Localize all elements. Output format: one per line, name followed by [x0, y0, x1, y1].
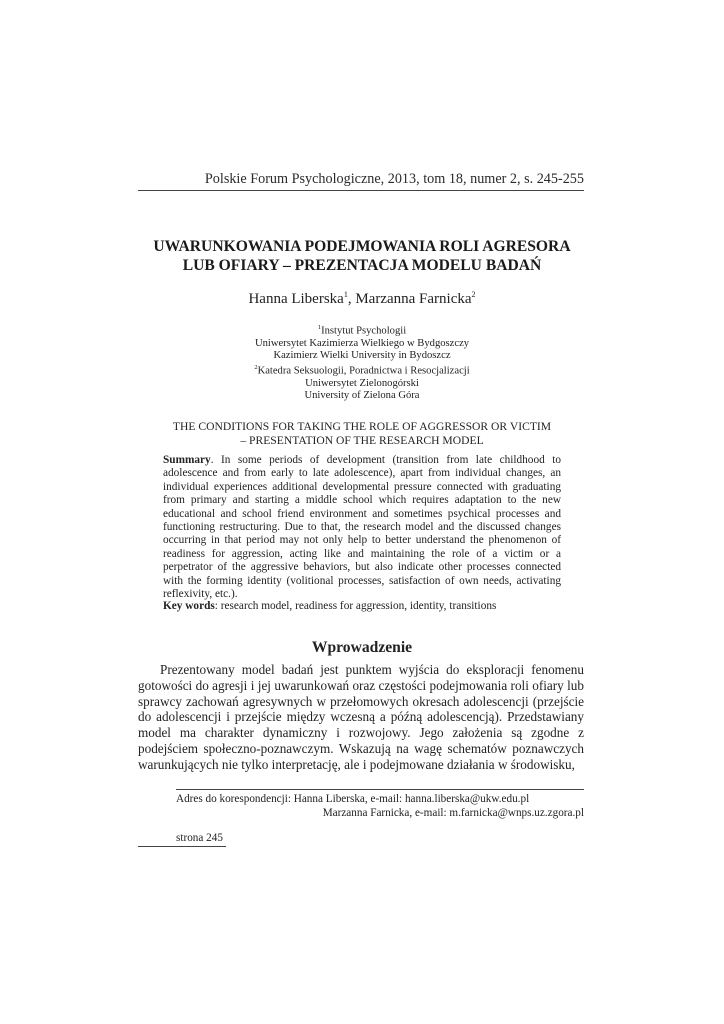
authors	[120, 290, 604, 308]
affiliations	[120, 322, 604, 402]
paper-title	[120, 237, 604, 275]
journal-header: Polskie Forum Psychologiczne, 2013, tom 18, numer 2, s. 245-255	[204, 171, 584, 187]
correspondence-line-1: Adres do korespondencji: Hanna Liberska, e-mail: hanna.liberska@ukw.edu.pl	[176, 793, 530, 805]
affiliation-line: Uniwersytet Kazimierza Wielkiego w Bydgoszczy	[254, 337, 470, 349]
english-title-line-2: – PRESENTATION OF THE RESEARCH MODEL	[240, 433, 484, 447]
affiliation-line: $^1$Instytut Psychologii	[317, 324, 407, 337]
summary-label: Summary	[163, 454, 211, 466]
author-1: Hanna Liberska	[248, 291, 344, 307]
title-line-2: LUB OFIARY – PREZENTACJA MODELU BADAŃ	[182, 257, 542, 274]
affil-mark-1: 1	[317, 324, 322, 331]
summary-text: . In some periods of development (transition from late childhood to adolescence and from early to late adolescence), apart from individual changes, an individual experiences additional developmental pressure connected with graduating from primary and starting a middle school which requires adaptation to the new educational and school friend environment and sometimes psychical processes and functioning restructuring. Due to that, the research model and the discussed changes occurring in that period may not only help to better understand the phenomenon of readiness for aggression, acting like and maintaining the role of a victim or a perpetrator of the aggressive behaviors, but also indicate other processes connected with the forming identity (volitional processes, satisfaction of own needs, activating reflexivity, etc.).	[163, 454, 561, 601]
affil-mark-2: 2	[254, 364, 258, 372]
section-heading: Wprowadzenie	[311, 639, 413, 656]
affiliation-line: University of Zielona Góra	[304, 390, 420, 402]
summary	[163, 454, 561, 601]
keywords-text: : research model, readiness for aggression, identity, transitions	[214, 600, 497, 612]
affiliation-line: Uniwersytet Zielonogórski	[305, 377, 419, 389]
correspondence-line-2: Marzanna Farnicka, e-mail: m.farnicka@wnps.uz.zgora.pl	[322, 807, 584, 819]
affiliation-line: Kazimierz Wielki University in Bydoszcz	[273, 349, 451, 361]
author-separator: ,	[347, 291, 356, 307]
keywords-label: Key words	[163, 600, 215, 612]
author-2-affil-mark: 2	[471, 290, 476, 299]
affiliation-line: $^2$Katedra Seksuologii, Poradnictwa i Resocjalizacji	[254, 364, 470, 377]
intro-paragraph: Prezentowany model badań jest punktem wyjścia do eksploracji fenomenu gotowości do agresji i jej uwarunkowań oraz częstości podejmowania roli ofiary lub sprawcy zachowań agresywnych w przełomowych okresach adolescencji (przejście do adolescencji i przejście między wczesną a późną adolescencją). Przedstawiany model ma charakter dynamiczny i rozwojowy. Jego założenia są zgodne z podejściem społeczno-poznawczym. Wskazują na wagę schematów poznawczych warunkujących nie tylko interpretację, ale i podejmowane działania w środowisku,	[138, 662, 584, 772]
title-line-1: UWARUNKOWANIA PODEJMOWANIA ROLI AGRESORA	[153, 238, 571, 255]
header-rule	[138, 190, 584, 191]
author-1-affil-mark: 1	[343, 290, 348, 299]
english-title-line-1: THE CONDITIONS FOR TAKING THE ROLE OF AGGRESSOR OR VICTIM	[172, 420, 552, 433]
page-number: strona 245	[176, 832, 223, 844]
page-number-rule	[138, 846, 226, 847]
author-2: Marzanna Farnicka	[355, 291, 472, 307]
footnote-rule	[176, 789, 584, 790]
keywords	[163, 600, 561, 613]
english-title	[150, 420, 574, 447]
